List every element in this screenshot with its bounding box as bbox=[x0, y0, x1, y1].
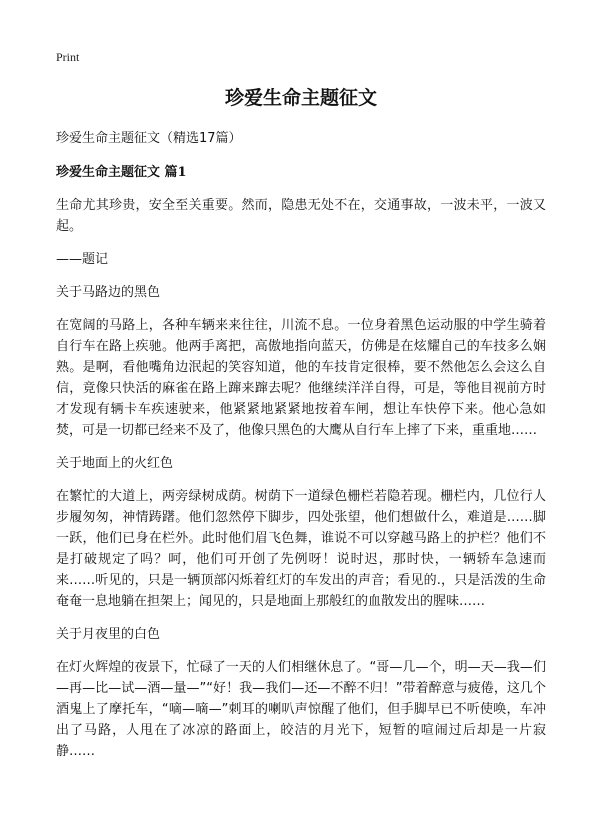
print-link[interactable]: Print bbox=[56, 50, 80, 64]
paragraph-black: 在宽阔的马路上，各种车辆来来往往，川流不息。一位身着黑色运动服的中学生骑着自行车在路上疾驰。他两手离把，高傲地指向蓝天，仿佛是在炫耀自己的车技多么娴熟。是啊，看他嘴角边泯起的笑容知道，他的车技肯定很棒，要不然他怎么会这么自信，竟像只快活的麻雀在路上蹿来蹿去呢？他继续洋洋自得，可是，等他目视前方时才发现有辆卡车疾速驶来，他紧紧地紧紧地按着车闸，想让车快停下来。他心急如焚，可是一切都已经来不及了，他像只黑色的大鹰从自行车上摔了下来，重重地…… bbox=[56, 318, 546, 438]
paragraph-white: 在灯火辉煌的夜景下，忙碌了一天的人们相继休息了。“哥—几—个，明—天—我—们—再—比—试—酒—量—”“好！我—我们—还—不醉不归！”带着醉意与疲倦，这几个酒鬼上了摩托车，“嘀—嘀—”刺耳的喇叭声惊醒了他们，但手脚早已不听使唤，车冲出了马路，人甩在了冰凉的路面上，皎洁的月光下，短暂的喧闹过后却是一片寂静…… bbox=[56, 660, 546, 759]
section-heading: 珍爱生命主题征文 篇1 bbox=[56, 165, 187, 180]
paragraph-epigraph: ——题记 bbox=[56, 252, 109, 267]
subheading-red: 关于地面上的火红色 bbox=[56, 456, 174, 471]
subheading-white: 关于月夜里的白色 bbox=[56, 627, 161, 642]
document-title: 珍爱生命主题征文 bbox=[224, 87, 377, 109]
paragraph-intro: 生命尤其珍贵，安全至关重要。然而，隐患无处不在，交通事故，一波未平，一波又起。 bbox=[56, 198, 546, 234]
subheading-black: 关于马路边的黑色 bbox=[56, 285, 161, 300]
paragraph-red: 在繁忙的大道上，两旁绿树成荫。树荫下一道绿色栅栏若隐若现。栅栏内，几位行人步履匆匆，神情踌躇。他们忽然停下脚步，四处张望，他们想做什么，难道是……脚一跃，他们已身在栏外。此时他们眉飞色舞，谁说不可以穿越马路上的护栏？他们不是打破规定了吗？呵，他们可开创了先例呀！说时迟，那时快，一辆轿车急速而来……听见的，只是一辆顶部闪烁着红灯的车发出的声音；看见的.，只是活泼的生命奄奄一息地躺在担架上；闻见的，只是地面上那般红的血散发出的腥味…… bbox=[56, 489, 546, 609]
document-subtitle: 珍爱生命主题征文（精选17篇） bbox=[56, 131, 242, 146]
